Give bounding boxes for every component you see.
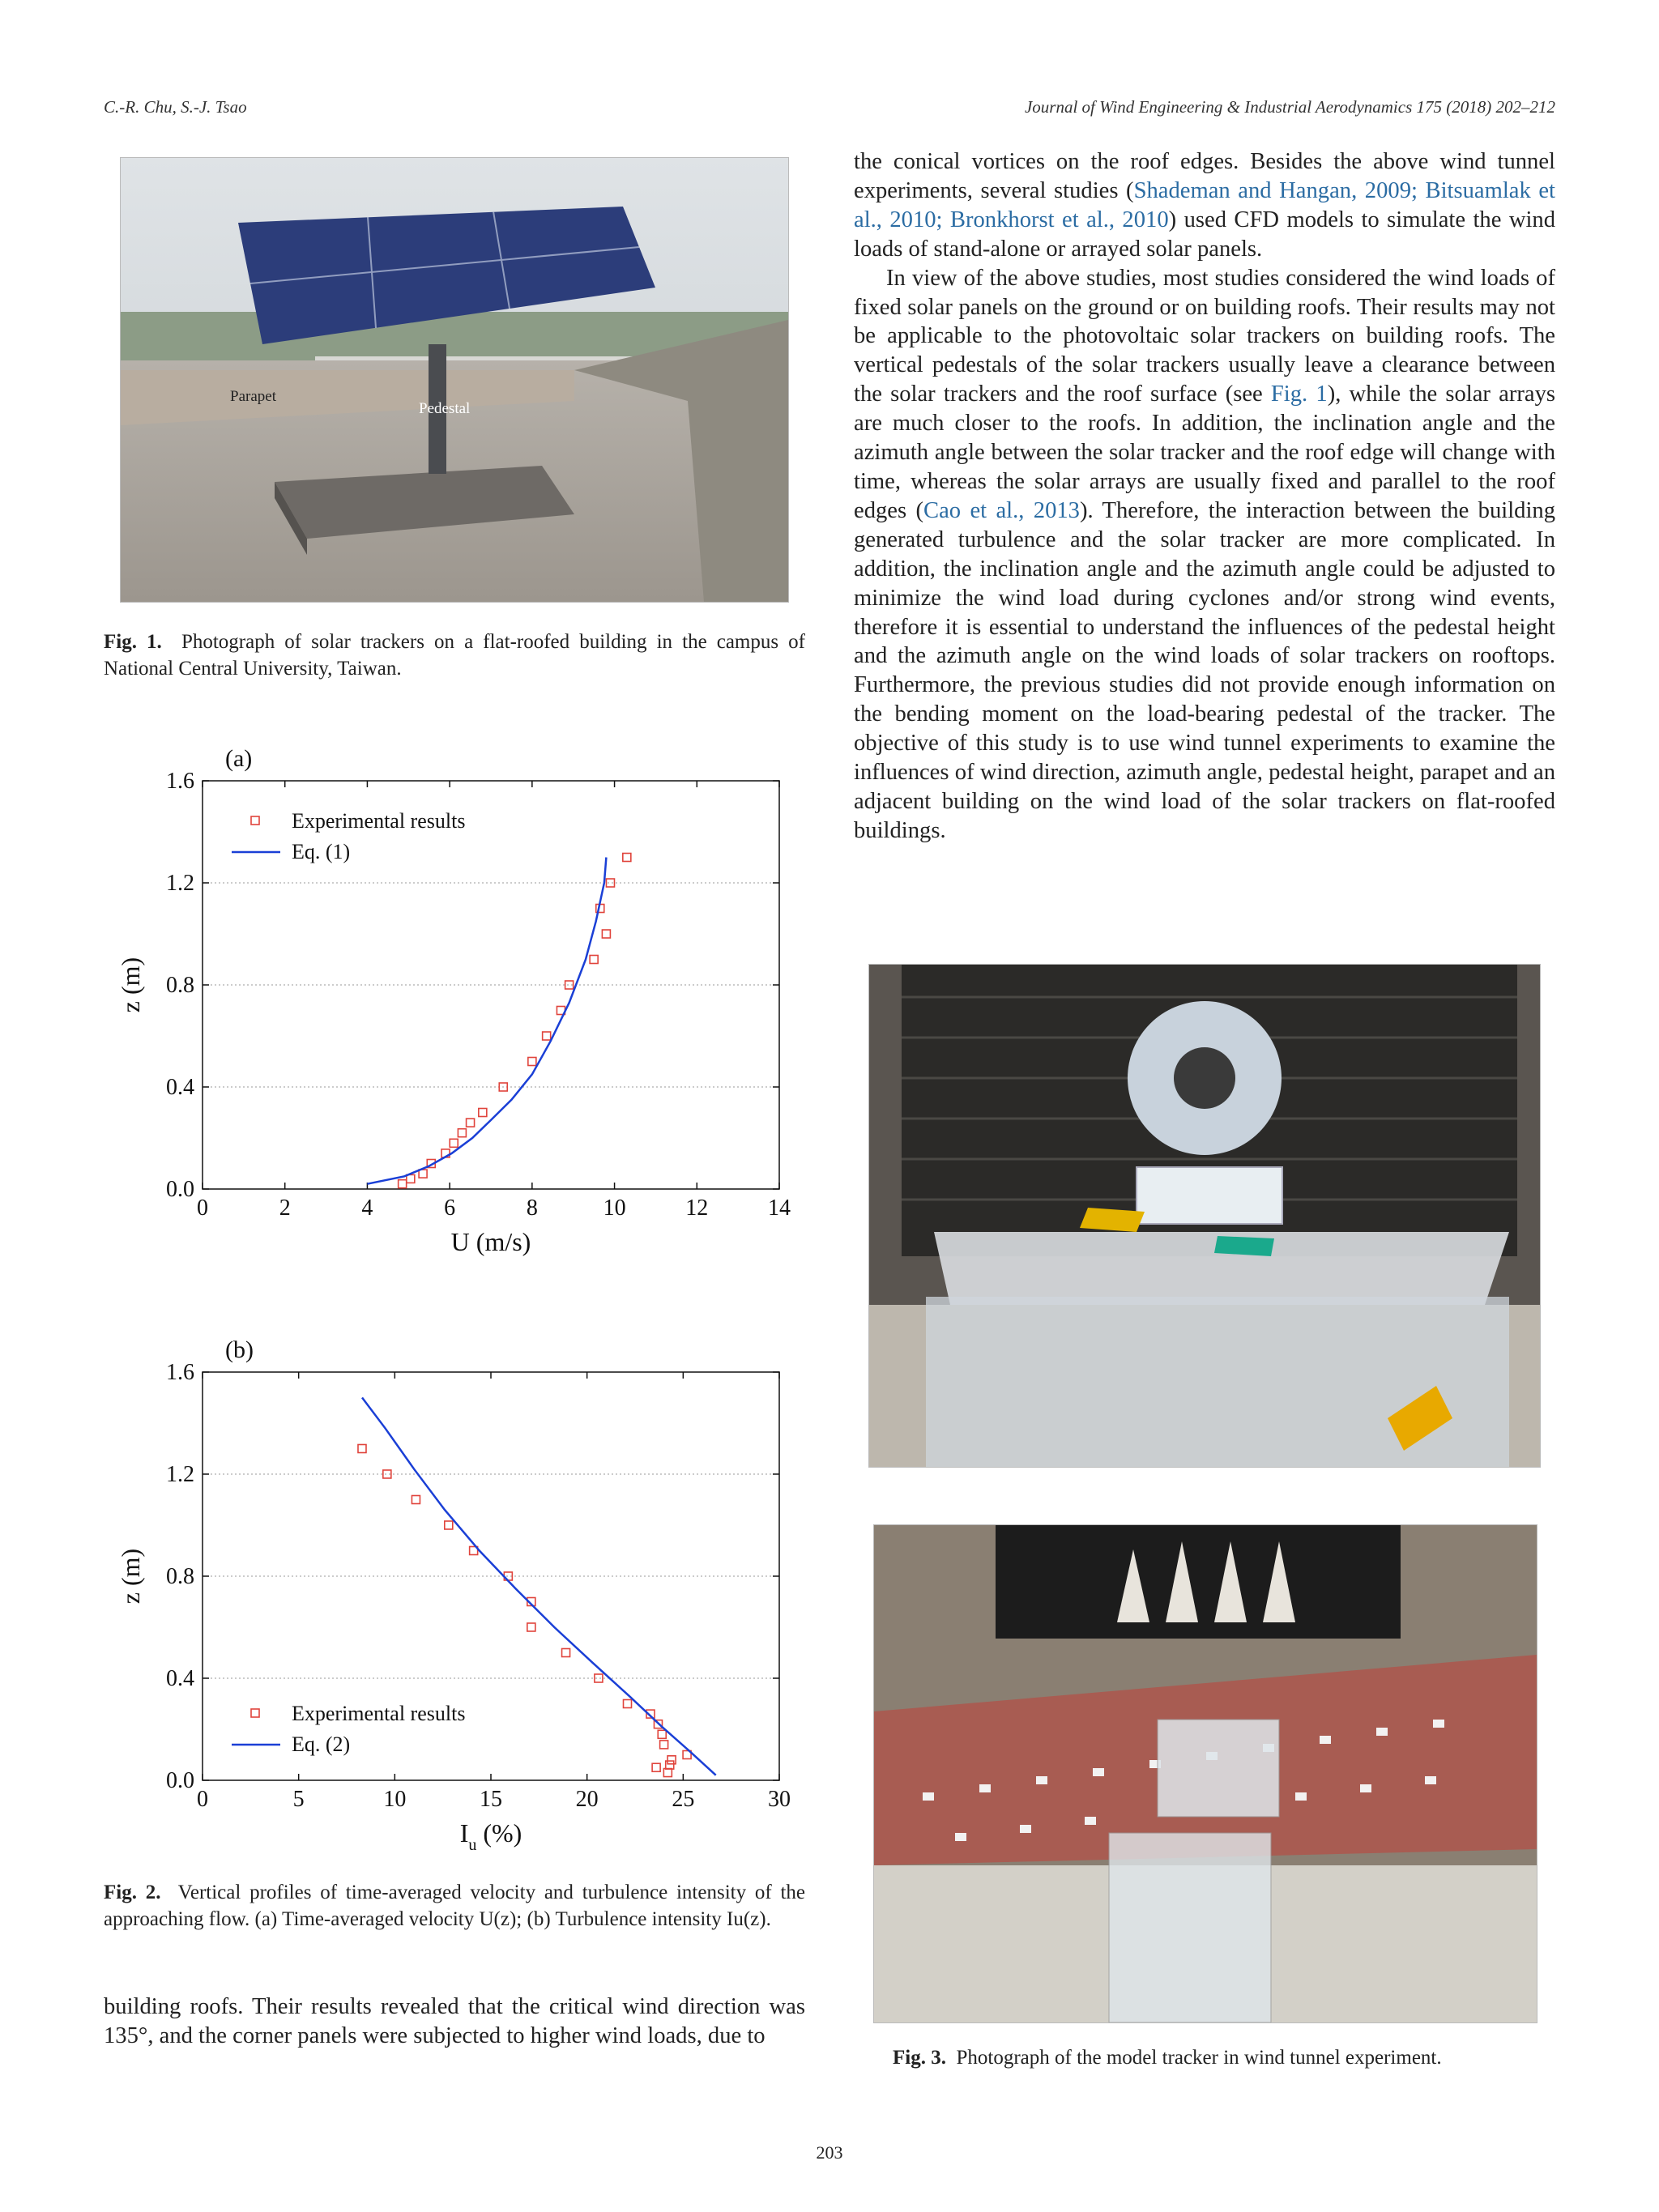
data-point <box>528 1058 536 1066</box>
y-tick-label: 0.8 <box>166 1564 194 1589</box>
paragraph: In view of the above studies, most studies considered the wind loads of fixed solar panels on the ground or on building roofs. Their results may not be applicable to the photovoltaic solar trackers on building roofs. The vertical pedestals of the solar trackers usually leave a clearance between the solar trackers and the roof surface (see Fig. 1), while the solar arrays are much closer to the roofs. In addition, the inclination angle and the azimuth angle between the solar tracker and the roof edge will change with time, whereas the solar arrays are usually fixed and parallel to the roof edges (Cao et al., 2013). Therefore, the interaction between the building generated turbulence and the solar tracker are more complicated. In addition, the inclination angle and the azimuth angle could be adjusted to minimize the wind load during cyclones and/or strong wind events, therefore it is essential to understand the influences of the pedestal height and the azimuth angle on the wind loads of solar trackers on rooftops. Furthermore, the previous studies did not provide enough information on the bending moment on the load-bearing pedestal of the tracker. The objective of this study is to use wind tunnel experiments to examine the influences of wind direction, azimuth angle, pedestal height, parapet and an adjacent building on the wind load of the solar trackers on flat-roofed buildings. <box>854 265 1555 843</box>
data-point <box>663 1769 672 1777</box>
data-point <box>412 1496 420 1504</box>
x-axis-label: U (m/s) <box>450 1227 531 1256</box>
y-axis-label: z (m) <box>116 957 145 1013</box>
running-header-authors: C.-R. Chu, S.-J. Tsao <box>104 97 247 117</box>
data-point <box>458 1129 466 1137</box>
y-tick-label: 1.2 <box>166 1462 194 1487</box>
fig1-photo <box>120 157 789 603</box>
parapet-label: Parapet <box>230 388 276 405</box>
page-number: 203 <box>816 2142 843 2163</box>
fig3-photo-bottom <box>873 1524 1537 2023</box>
solar-tracker-photo <box>121 158 788 602</box>
data-point <box>358 1445 366 1453</box>
y-tick-label: 1.6 <box>166 1360 194 1385</box>
citation-link[interactable]: Shademan and Hangan, 2009; Bitsuamlak et al., 2010; Bronkhorst et al., 2010 <box>854 177 1555 232</box>
x-tick-label: 14 <box>768 1196 791 1221</box>
x-tick-label: 0 <box>197 1196 208 1221</box>
pedestal-label: Pedestal <box>419 400 471 417</box>
fig2a-velocity-chart <box>104 729 817 1280</box>
paragraph: building roofs. Their results revealed that the critical wind direction was 135°, and the corner panels were subjected to higher wind loads, due to <box>104 1994 805 2048</box>
legend-label: Eq. (2) <box>292 1733 351 1756</box>
y-tick-label: 1.2 <box>166 871 194 896</box>
data-point <box>543 1032 551 1040</box>
fig2b-turbulence-chart <box>104 1320 817 1871</box>
fig3-caption <box>893 2044 1541 2071</box>
fig2-caption <box>104 1879 805 1933</box>
wind-tunnel-photo <box>869 965 1540 1467</box>
data-point <box>660 1741 668 1749</box>
y-axis-label: z (m) <box>116 1548 145 1605</box>
fig2-caption-label: Fig. 2. <box>104 1882 161 1903</box>
legend-label: Eq. (1) <box>292 840 351 863</box>
y-tick-label: 0.0 <box>166 1768 194 1793</box>
data-point <box>399 1180 407 1188</box>
data-point <box>623 854 631 862</box>
data-point <box>419 1170 427 1178</box>
data-point <box>479 1109 487 1117</box>
x-tick-label: 0 <box>197 1787 208 1812</box>
figure-link[interactable]: Fig. 1 <box>1270 381 1328 407</box>
x-tick-label: 15 <box>480 1787 502 1812</box>
data-point <box>450 1139 458 1147</box>
legend-marker <box>251 816 259 825</box>
data-point <box>590 956 598 964</box>
data-point <box>467 1119 475 1127</box>
y-tick-label: 0.8 <box>166 973 194 998</box>
fig1-caption-text: Photograph of solar trackers on a flat-roofed building in the campus of National Central University, Taiwan. <box>104 631 806 680</box>
series-line-eq-1- <box>367 858 606 1184</box>
x-tick-label: 12 <box>685 1196 709 1221</box>
x-tick-label: 5 <box>292 1787 305 1812</box>
x-tick-label: 20 <box>575 1787 599 1812</box>
panel-label: (b) <box>225 1336 254 1363</box>
data-point <box>667 1756 676 1764</box>
panel-label: (a) <box>225 745 253 772</box>
x-tick-label: 25 <box>672 1787 695 1812</box>
data-point <box>527 1623 535 1631</box>
paragraph: the conical vortices on the roof edges. Besides the above wind tunnel experiments, several studies (Shademan and Hangan, 2009; Bitsuamlak et al., 2010; Bronkhorst et al., 2010) used CFD models to simulate the wind loads of stand-alone or arrayed solar panels. <box>854 149 1556 262</box>
x-axis-label: $I_u$ (%) <box>459 1818 522 1854</box>
y-tick-label: 1.6 <box>166 769 194 794</box>
data-point <box>624 1700 632 1708</box>
x-tick-label: 4 <box>361 1196 373 1221</box>
data-point <box>602 930 610 938</box>
running-header-journal: Journal of Wind Engineering & Industrial Aerodynamics 175 (2018) 202–212 <box>1024 97 1555 117</box>
x-tick-label: 10 <box>603 1196 626 1221</box>
legend-label: Experimental results <box>292 1702 466 1725</box>
fig2-caption-text: Vertical profiles of time-averaged velocity and turbulence intensity of the approaching flow. (a) Time-averaged velocity U(z); (b) Turbulence intensity Iu(z). <box>104 1882 805 1930</box>
x-tick-label: 6 <box>444 1196 456 1221</box>
fig3-caption-text: Photograph of the model tracker in wind tunnel experiment. <box>956 2047 1442 2069</box>
legend-label: Experimental results <box>292 809 466 833</box>
y-tick-label: 0.4 <box>166 1666 194 1691</box>
data-point <box>445 1521 453 1529</box>
data-point <box>666 1761 674 1769</box>
data-point <box>562 1649 570 1657</box>
x-tick-label: 10 <box>383 1787 407 1812</box>
wind-tunnel-roughness-photo <box>874 1525 1537 2022</box>
x-tick-label: 8 <box>526 1196 538 1221</box>
fig1-caption-label: Fig. 1. <box>104 631 162 653</box>
fig3-photo-top <box>868 964 1541 1468</box>
x-tick-label: 30 <box>768 1787 791 1812</box>
x-tick-label: 2 <box>279 1196 291 1221</box>
legend-marker <box>251 1709 259 1717</box>
left-column-text <box>104 1993 805 2051</box>
right-column-text <box>854 147 1555 846</box>
citation-link[interactable]: Cao et al., 2013 <box>923 497 1080 523</box>
y-tick-label: 0.4 <box>166 1075 194 1100</box>
data-point <box>652 1763 660 1771</box>
fig3-caption-label: Fig. 3. <box>893 2047 946 2069</box>
y-tick-label: 0.0 <box>166 1177 194 1202</box>
fig1-caption <box>104 629 805 682</box>
data-point <box>658 1730 666 1738</box>
